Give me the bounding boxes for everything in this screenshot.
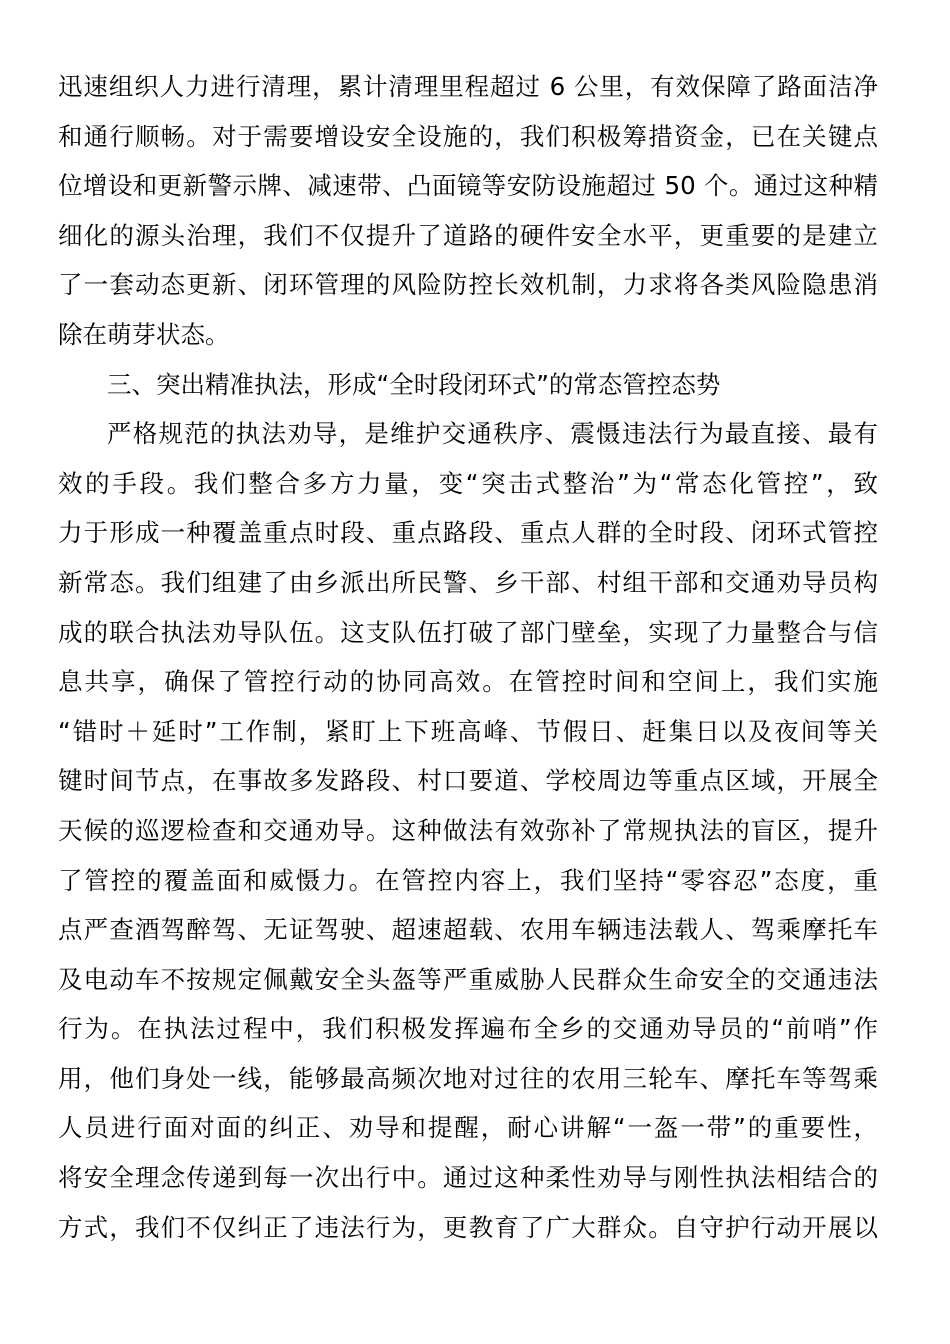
text-line: 息共享，确保了管控行动的协同高效。在管控时间和空间上，我们实施 [58,667,878,697]
text-line: 天候的巡逻检查和交通劝导。这种做法有效弥补了常规执法的盲区，提升 [58,815,878,845]
text-line: 力于形成一种覆盖重点时段、重点路段、重点人群的全时段、闭环式管控 [58,518,878,548]
text-line: “错时＋延时”工作制，紧盯上下班高峰、节假日、赶集日以及夜间等关 [58,716,878,746]
text-line-paragraph-start: 严格规范的执法劝导，是维护交通秩序、震慑违法行为最直接、最有 [107,419,878,449]
text-line: 和通行顺畅。对于需要增设安全设施的，我们积极筹措资金，已在关键点 [58,121,878,151]
text-line: 成的联合执法劝导队伍。这支队伍打破了部门壁垒，实现了力量整合与信 [58,617,878,647]
text-line: 及电动车不按规定佩戴安全头盔等严重威胁人民群众生命安全的交通违法 [58,964,878,994]
section-heading: 三、突出精准执法，形成“全时段闭环式”的常态管控态势 [107,369,721,399]
text-line: 点严查酒驾醉驾、无证驾驶、超速超载、农用车辆违法载人、驾乘摩托车 [58,915,878,945]
text-line: 用，他们身处一线，能够最高频次地对过往的农用三轮车、摩托车等驾乘 [58,1063,878,1093]
text-line: 位增设和更新警示牌、减速带、凸面镜等安防设施超过 50 个。通过这种精 [58,171,878,201]
text-line: 新常态。我们组建了由乡派出所民警、乡干部、村组干部和交通劝导员构 [58,567,878,597]
text-line: 人员进行面对面的纠正、劝导和提醒，耐心讲解“一盔一带”的重要性， [58,1113,878,1143]
document-page [58,62,878,1252]
text-line: 行为。在执法过程中，我们积极发挥遍布全乡的交通劝导员的“前哨”作 [58,1014,878,1044]
text-line: 细化的源头治理，我们不仅提升了道路的硬件安全水平，更重要的是建立 [58,220,878,250]
text-line: 键时间节点，在事故多发路段、村口要道、学校周边等重点区域，开展全 [58,766,878,796]
text-line-paragraph-end: 除在萌芽状态。 [58,319,230,349]
text-line: 效的手段。我们整合多方力量，变“突击式整治”为“常态化管控”，致 [58,468,878,498]
text-line: 了一套动态更新、闭环管理的风险防控长效机制，力求将各类风险隐患消 [58,270,878,300]
text-line: 将安全理念传递到每一次出行中。通过这种柔性劝导与刚性执法相结合的 [58,1163,878,1193]
text-line: 方式，我们不仅纠正了违法行为，更教育了广大群众。自守护行动开展以 [58,1212,878,1242]
text-line: 了管控的覆盖面和威慑力。在管控内容上，我们坚持“零容忍”态度，重 [58,865,878,895]
text-line: 迅速组织人力进行清理，累计清理里程超过 6 公里，有效保障了路面洁净 [58,72,878,101]
